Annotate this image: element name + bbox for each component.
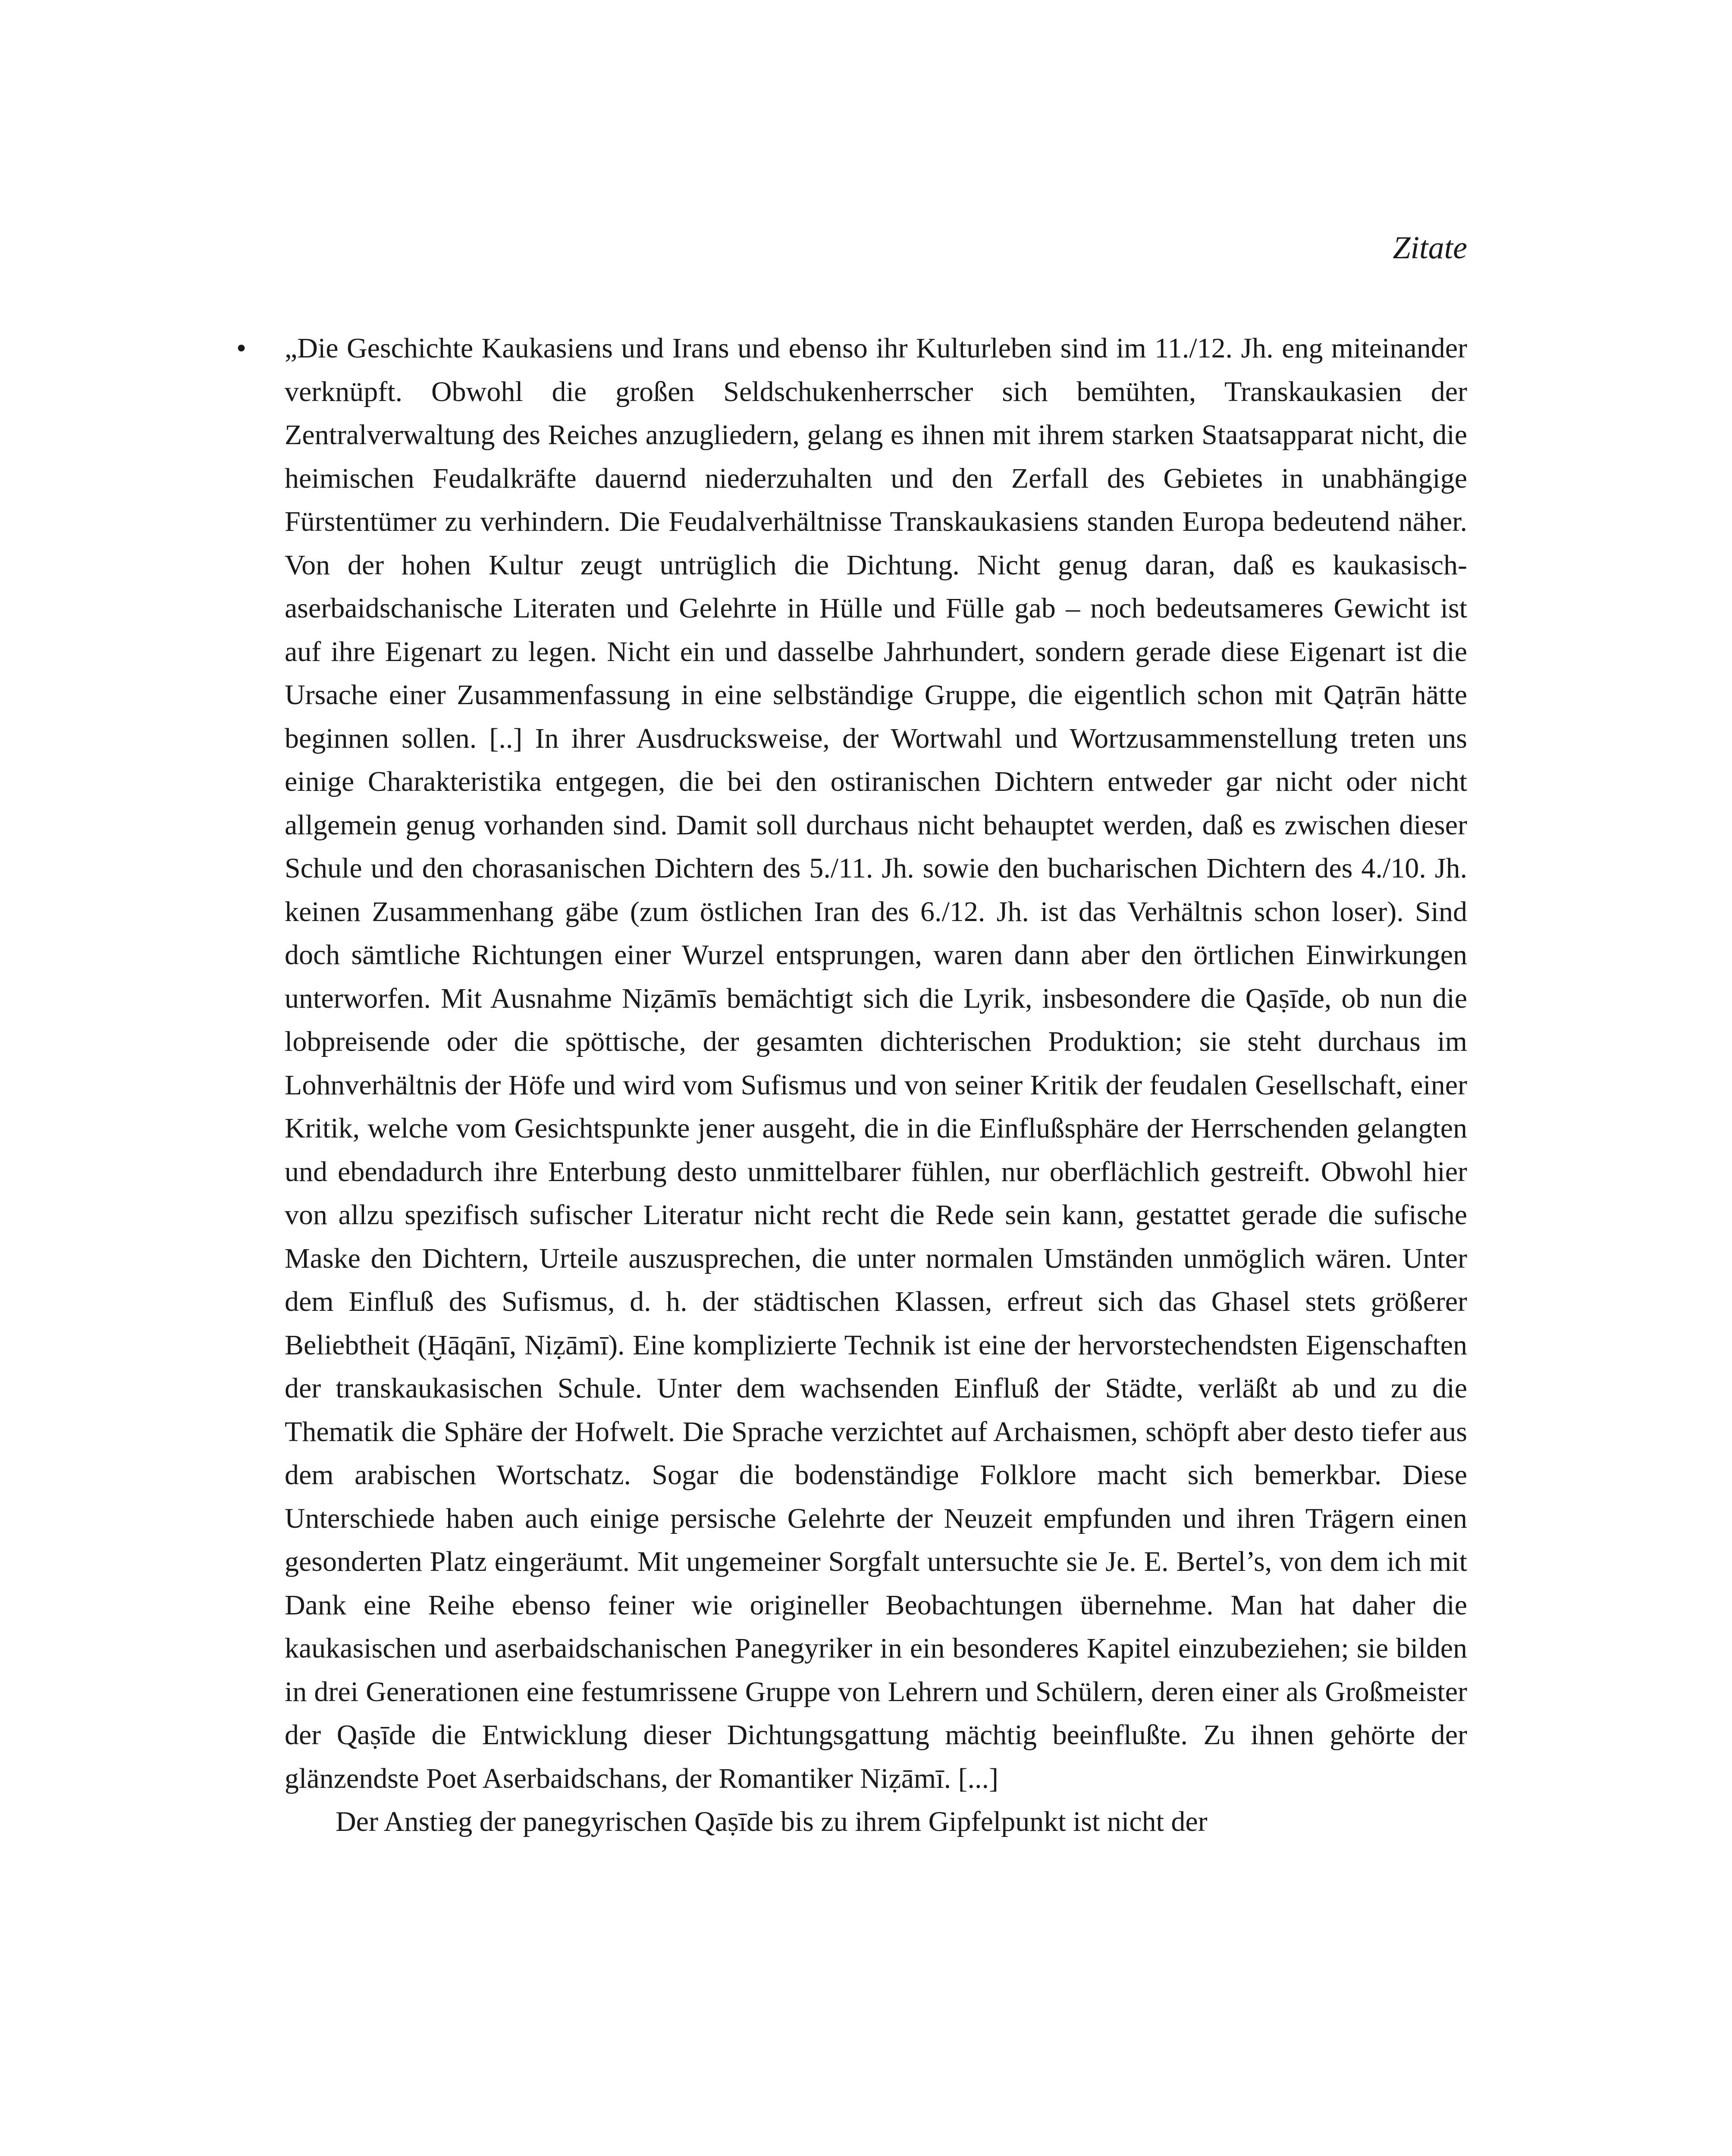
running-header-title: Zitate <box>1393 230 1467 266</box>
bullet-marker: • <box>236 332 247 364</box>
quote-block <box>236 327 1467 1844</box>
continuation-paragraph: Der Anstieg der panegyrischen Qaṣīde bis zu ihrem Gipfelpunkt ist nicht der <box>336 1806 1208 1837</box>
quote-paragraph: „Die Geschichte Kaukasiens und Irans und ebenso ihr Kulturleben sind im 11./12. Jh. eng miteinander verknüpft. Obwohl die großen Seldschukenherrscher sich bemühten, Transkaukasien der Zentralverwaltung des Reiches anzugliedern, gelang es ihnen mit ihrem starken Staatsapparat nicht, die heimischen Feudalkräfte dauernd niederzuhalten und den Zerfall des Gebietes in unabhängige Fürstentümer zu verhindern. Die Feudalverhältnisse Transkaukasiens standen Europa bedeutend näher. Von der hohen Kultur zeugt untrüglich die Dichtung. Nicht genug daran, daß es kaukasisch-aserbaidschanische Literaten und Gelehrte in Hülle und Fülle gab – noch bedeutsameres Gewicht ist auf ihre Eigenart zu legen. Nicht ein und dasselbe Jahrhundert, sondern gerade diese Eigenart ist die Ursache einer Zusammenfassung in eine selbständige Gruppe, die eigentlich schon mit Qaṭrān hätte beginnen sollen. [..] In ihrer Ausdrucksweise, der Wortwahl und Wortzusammenstellung treten uns einige Charakteristika entgegen, die bei den ostiranischen Dichtern entweder gar nicht oder nicht allgemein genug vorhanden sind. Damit soll durchaus nicht behauptet werden, daß es zwischen dieser Schule und den chorasanischen Dichtern des 5./11. Jh. sowie den bucharischen Dichtern des 4./10. Jh. keinen Zusammenhang gäbe (zum östlichen Iran des 6./12. Jh. ist das Verhältnis schon loser). Sind doch sämtliche Richtungen einer Wurzel entsprungen, waren dann aber den örtlichen Einwirkungen unterworfen. Mit Ausnahme Niẓāmīs bemächtigt sich die Lyrik, insbesondere die Qaṣīde, ob nun die lobpreisende oder die spöttische, der gesamten dichterischen Produktion; sie steht durchaus im Lohnverhältnis der Höfe und wird vom Sufismus und von seiner Kritik der feudalen Gesellschaft, einer Kritik, welche vom Gesichtspunkte jener ausgeht, die in die Einflußsphäre der Herrschenden gelangten und ebendadurch ihre Enterbung desto unmittelbarer fühlen, nur oberflächlich gestreift. Obwohl hier von allzu spezifisch sufischer Literatur nicht recht die Rede sein kann, gestattet gerade die sufische Maske den Dichtern, Urteile auszusprechen, die unter normalen Umständen unmöglich wären. Unter dem Einfluß des Sufismus, d. h. der städtischen Klassen, erfreut sich das Ghasel stets größerer Beliebtheit (Ḫāqānī, Niẓāmī). Eine komplizierte Technik ist eine der hervorstechendsten Eigenschaften der transkaukasischen Schule. Unter dem wachsenden Einfluß der Städte, verläßt ab und zu die Thematik die Sphäre der Hofwelt. Die Sprache verzichtet auf Archaismen, schöpft aber desto tiefer aus dem arabischen Wortschatz. Sogar die bodenständige Folklore macht sich bemerkbar. Diese Unterschiede haben auch einige persische Gelehrte der Neuzeit empfunden und ihren Trägern einen gesonderten Platz eingeräumt. Mit ungemeiner Sorgfalt untersuchte sie Je. E. Bertel’s, von dem ich mit Dank eine Reihe ebenso feiner wie origineller Beobachtungen übernehme. Man hat daher die kaukasischen und aserbaidschanischen Panegyriker in ein besonderes Kapitel einzubeziehen; sie bilden in drei Generationen eine festumrissene Gruppe von Lehrern und Schülern, deren einer als Großmeister der Qaṣīde die Entwicklung dieser Dichtungsgattung mächtig beeinflußte. Zu ihnen gehörte der glänzendste Poet Aserbaidschans, der Romantiker Niẓāmī. [...] <box>285 332 1467 1794</box>
